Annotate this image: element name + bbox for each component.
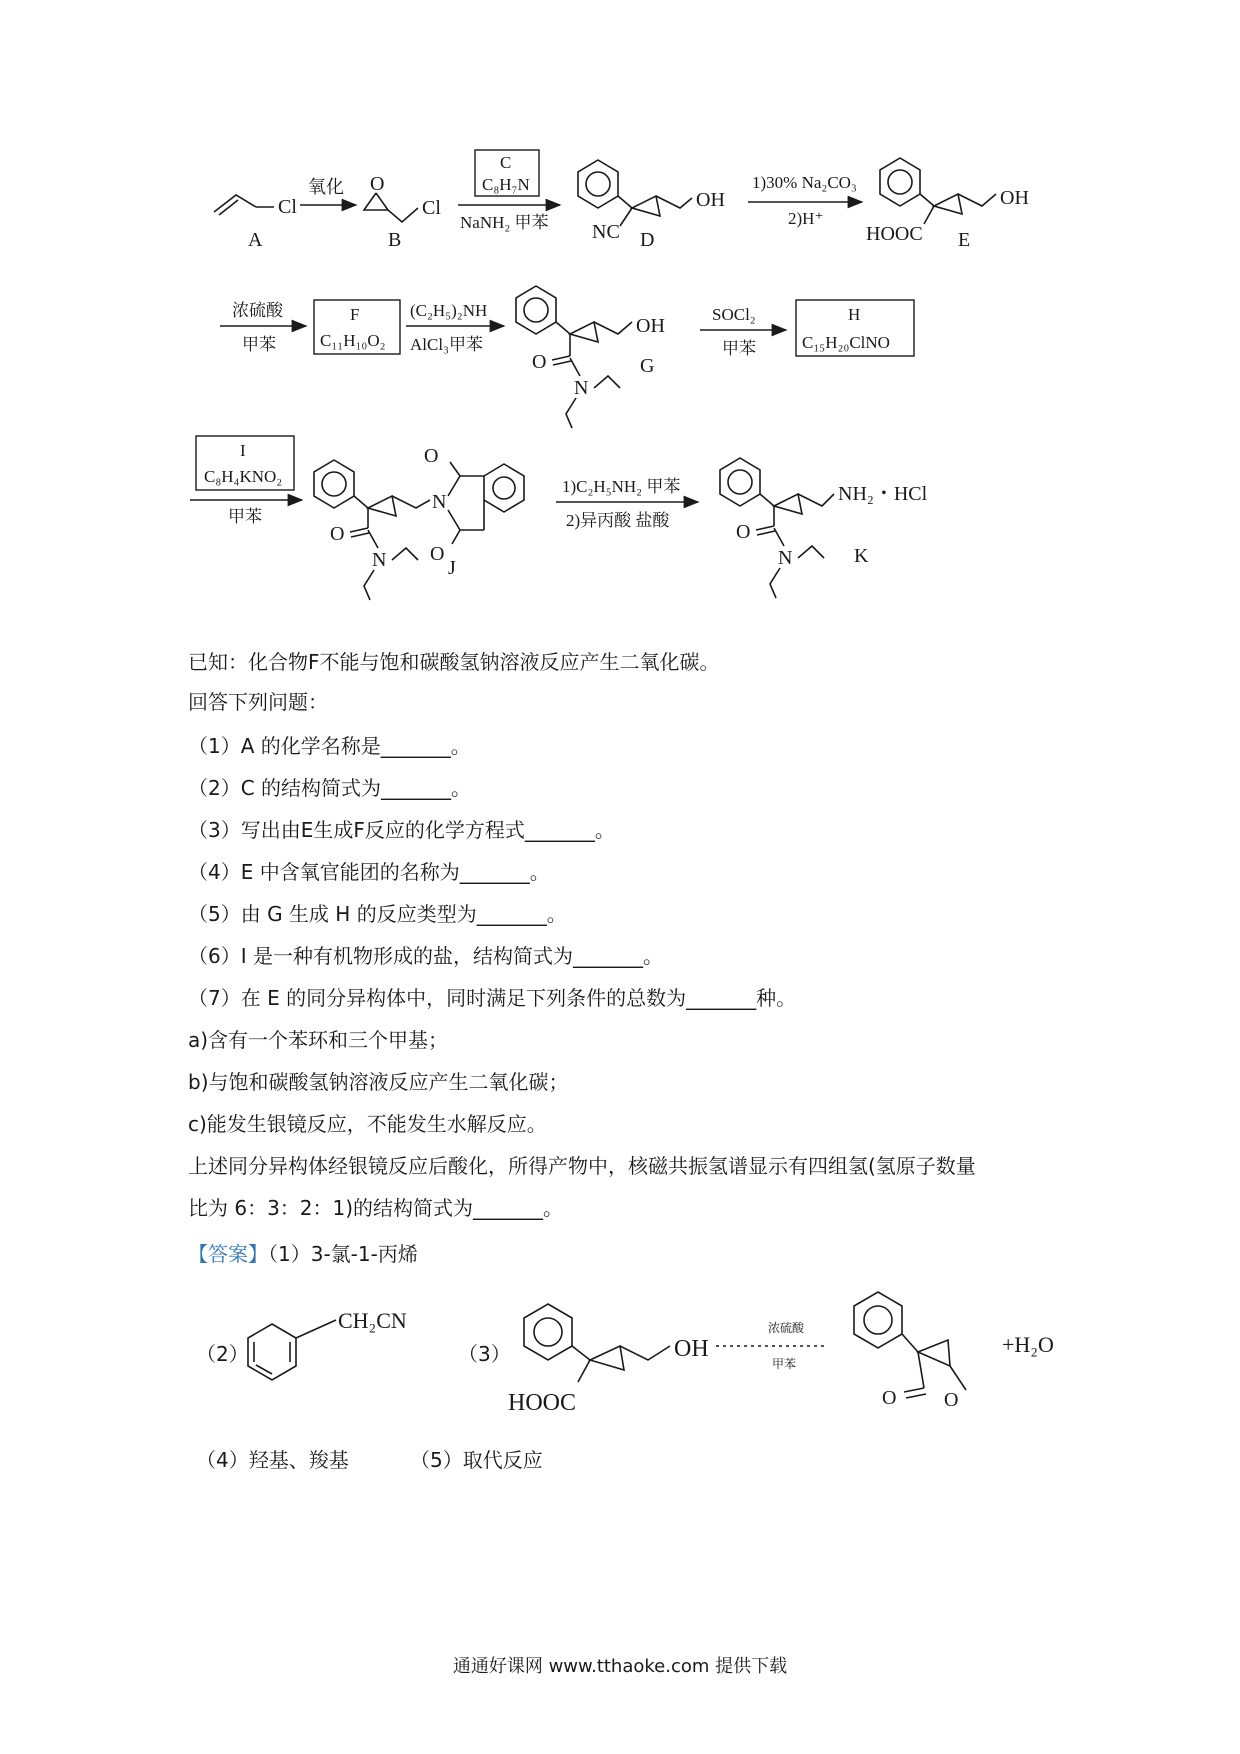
svg-text:OH: OH (1000, 187, 1029, 209)
compound-G (516, 286, 665, 428)
svg-text:C₁₅H₂₀ClNO: C₁₅H₂₀ClNO (802, 333, 890, 352)
prompt: 回答下列问题： (188, 690, 328, 714)
arrow-with-reagent-C (458, 150, 560, 232)
svg-text:A: A (248, 229, 263, 251)
svg-text:1)C₂H₅NH₂ 甲苯: 1)C₂H₅NH₂ 甲苯 (562, 477, 681, 496)
question-6: （6）I 是一种有机物形成的盐，结构简式为_______。 (188, 944, 663, 968)
svg-text:(C₂H₅)₂NH: (C₂H₅)₂NH (410, 301, 488, 320)
arrow-hydrolysis (748, 173, 862, 228)
svg-text:AlCl₃甲苯: AlCl₃甲苯 (410, 335, 483, 354)
arrow-diethylamine (406, 301, 504, 354)
condition-c: c)能发生银镜反应，不能发生水解反应。 (188, 1112, 547, 1136)
svg-text:NC: NC (592, 221, 620, 243)
compound-F-box (314, 300, 400, 354)
svg-text:SOCl₂: SOCl₂ (712, 305, 756, 324)
answer-structures (0, 1280, 1240, 1440)
svg-text:HOOC: HOOC (866, 223, 923, 245)
reaction-scheme (0, 0, 1240, 620)
svg-text:F: F (350, 305, 360, 324)
svg-text:CH₂CN: CH₂CN (338, 1308, 407, 1333)
svg-text:2)异丙酸 盐酸: 2)异丙酸 盐酸 (566, 511, 670, 530)
compound-J (314, 445, 524, 600)
svg-text:Cl: Cl (278, 196, 297, 218)
answer-3-number: （3） (458, 1342, 511, 1366)
question-7: （7）在 E 的同分异构体中，同时满足下列条件的总数为_______种。 (188, 986, 797, 1010)
svg-text:NH₂・HCl: NH₂・HCl (838, 483, 928, 505)
arrow-conc-sulfuric (220, 301, 306, 354)
answer-3-product (854, 1292, 1054, 1411)
answer-4: （4）羟基、羧基 (196, 1448, 349, 1472)
condition-a: a)含有一个苯环和三个甲基； (188, 1028, 449, 1052)
answer-3-arrow (716, 1320, 828, 1371)
svg-text:N: N (432, 491, 447, 513)
arrow-thionyl-chloride (700, 305, 786, 358)
svg-text:N: N (778, 547, 793, 569)
svg-text:OH: OH (636, 315, 665, 337)
svg-text:C₈H₇N: C₈H₇N (482, 175, 530, 194)
compound-H-box (796, 300, 914, 356)
svg-text:O: O (330, 523, 345, 545)
compound-A (214, 195, 297, 251)
question-1: （1）A 的化学名称是_______。 (188, 734, 471, 758)
svg-text:OH: OH (674, 1336, 709, 1362)
svg-text:J: J (448, 557, 456, 579)
svg-text:N: N (574, 377, 589, 399)
svg-text:HOOC: HOOC (508, 1390, 577, 1416)
condition-b: b)与饱和碳酸氢钠溶液反应产生二氧化碳； (188, 1070, 569, 1094)
svg-text:B: B (388, 229, 402, 251)
arrow-oxidation (300, 177, 356, 205)
svg-text:K: K (854, 545, 869, 567)
answer-tag: 【答案】 (188, 1242, 268, 1266)
answer-1-text: （1）3-氯-1-丙烯 (268, 1242, 418, 1266)
reagent-I-box (190, 436, 302, 526)
svg-text:G: G (640, 355, 655, 377)
svg-text:NaNH₂ 甲苯: NaNH₂ 甲苯 (460, 213, 549, 232)
svg-text:E: E (958, 229, 971, 251)
svg-text:O: O (944, 1389, 959, 1411)
page-footer: 通通好课网 www.tthaoke.com 提供下载 (452, 1656, 788, 1677)
svg-text:I: I (240, 441, 246, 460)
svg-text:2)H⁺: 2)H⁺ (788, 209, 824, 228)
answer-3-reactant (508, 1304, 709, 1416)
svg-text:D: D (640, 229, 655, 251)
svg-text:甲苯: 甲苯 (772, 1357, 797, 1371)
tail-line-1: 上述同分异构体经银镜反应后酸化，所得产物中，核磁共振氢谱显示有四组氢(氢原子数量 (188, 1154, 976, 1178)
svg-text:O: O (430, 543, 445, 565)
question-3: （3）写出由E生成F反应的化学方程式_______。 (188, 818, 615, 842)
question-2: （2）C 的结构简式为_______。 (188, 776, 472, 800)
svg-text:甲苯: 甲苯 (228, 507, 262, 526)
compound-B (364, 173, 441, 251)
svg-text:甲苯: 甲苯 (722, 339, 756, 358)
svg-text:OH: OH (696, 189, 725, 211)
answer-1 (188, 1242, 418, 1266)
answer-2-structure (248, 1308, 407, 1380)
svg-text:1)30% Na₂CO₃: 1)30% Na₂CO₃ (752, 173, 857, 192)
svg-text:O: O (370, 173, 385, 195)
svg-text:O: O (424, 445, 439, 467)
svg-text:Cl: Cl (422, 197, 441, 219)
compound-D (578, 160, 725, 251)
svg-text:C₈H₄KNO₂: C₈H₄KNO₂ (204, 467, 283, 486)
svg-text:O: O (882, 1387, 897, 1409)
answer-2-number: （2） (196, 1342, 249, 1366)
compound-E (866, 158, 1029, 251)
compound-K (720, 458, 928, 598)
known-condition: 已知：化合物F不能与饱和碳酸氢钠溶液反应产生二氧化碳。 (188, 650, 720, 674)
svg-text:浓硫酸: 浓硫酸 (232, 301, 283, 320)
svg-text:C: C (500, 153, 512, 172)
question-5: （5）由 G 生成 H 的反应类型为_______。 (188, 902, 567, 926)
svg-text:甲苯: 甲苯 (242, 335, 276, 354)
svg-text:H: H (848, 305, 861, 324)
svg-text:N: N (372, 549, 387, 571)
question-4: （4）E 中含氧官能团的名称为_______。 (188, 860, 550, 884)
arrow-ethylamine (556, 477, 698, 530)
svg-text:氧化: 氧化 (308, 177, 344, 197)
svg-text:+H₂O: +H₂O (1002, 1332, 1054, 1357)
svg-text:C₁₁H₁₀O₂: C₁₁H₁₀O₂ (320, 331, 386, 350)
tail-line-2: 比为 6：3：2：1)的结构简式为_______。 (188, 1196, 564, 1220)
svg-text:O: O (532, 351, 547, 373)
answer-5: （5）取代反应 (410, 1448, 543, 1472)
svg-text:浓硫酸: 浓硫酸 (768, 1321, 805, 1335)
svg-text:O: O (736, 521, 751, 543)
